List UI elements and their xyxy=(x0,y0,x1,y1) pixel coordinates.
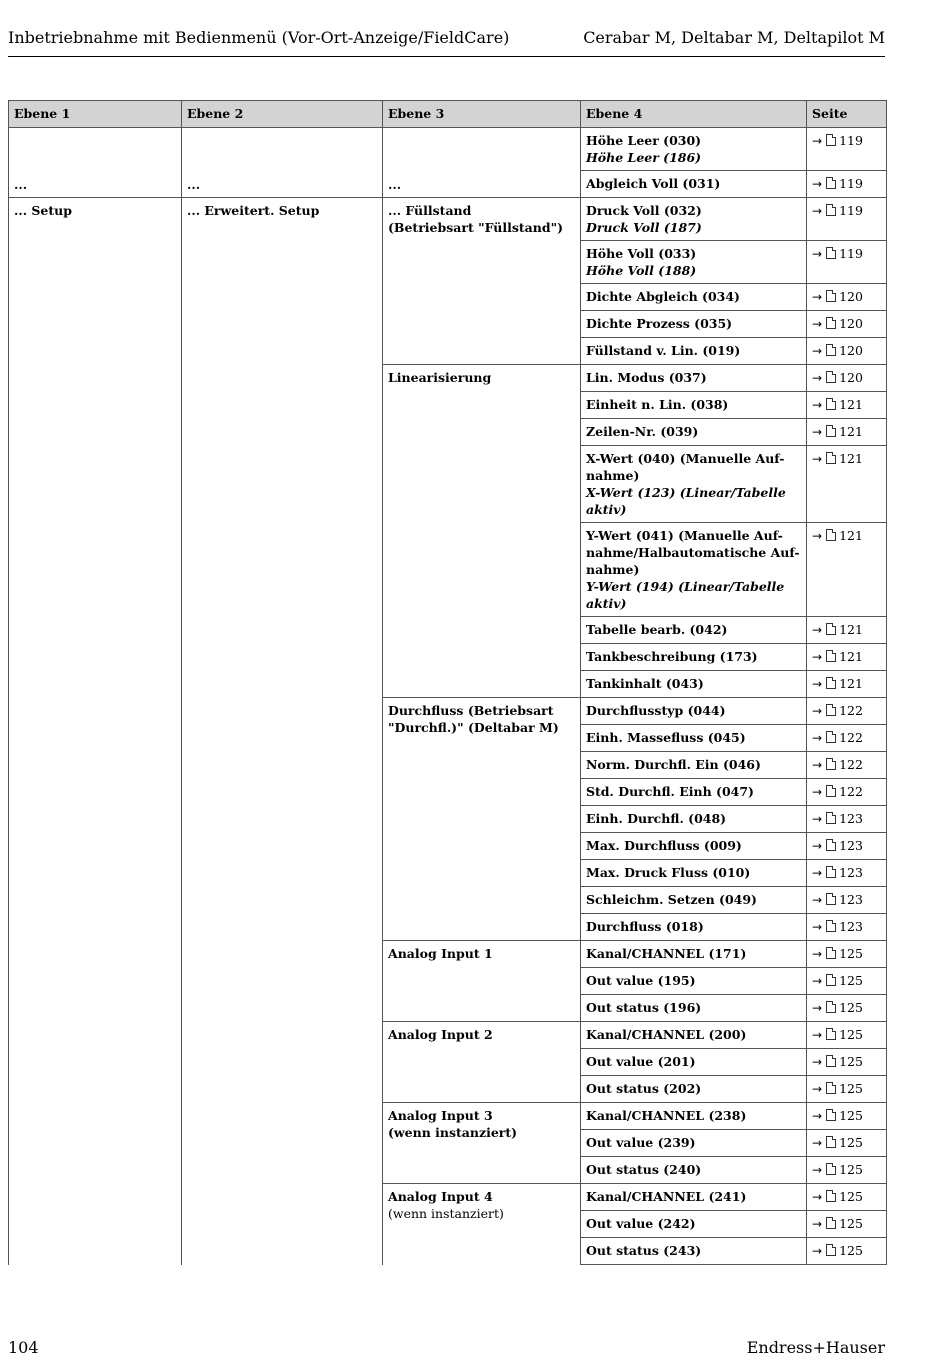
ebene-4-parameter xyxy=(581,968,807,995)
page-icon xyxy=(826,758,836,770)
page-reference xyxy=(807,128,887,171)
page-icon xyxy=(826,1055,836,1067)
ebene-4-parameter xyxy=(581,752,807,779)
page-reference-number[interactable]: 125 xyxy=(839,1027,863,1042)
page-reference xyxy=(807,1211,887,1238)
ebene-4-parameter xyxy=(581,1130,807,1157)
ebene-4-parameter xyxy=(581,128,807,171)
parameter-name: Durchfluss (018) xyxy=(586,919,704,934)
page-reference xyxy=(807,365,887,392)
ebene-4-parameter xyxy=(581,1184,807,1211)
arrow-icon: → xyxy=(812,344,823,358)
page-reference-number[interactable]: 123 xyxy=(839,919,863,934)
page-reference-number[interactable]: 121 xyxy=(839,649,863,664)
ebene-3-fuellstand xyxy=(383,198,581,365)
parameter-name: Out value (239) xyxy=(586,1135,696,1150)
parameter-name: X-Wert (040) (Manuelle Auf-nahme) xyxy=(586,451,785,483)
arrow-icon: → xyxy=(812,1028,823,1042)
page-reference xyxy=(807,725,887,752)
page-icon xyxy=(826,731,836,743)
arrow-icon: → xyxy=(812,452,823,466)
header-section-title: Inbetriebnahme mit Bedienmenü (Vor-Ort-Anzeige/FieldCare) xyxy=(8,28,510,47)
arrow-icon: → xyxy=(812,785,823,799)
page-icon xyxy=(826,1082,836,1094)
parameter-name: Tankbeschreibung (173) xyxy=(586,649,758,664)
parameter-alt-name: Y-Wert (194) (Linear/Tabelle aktiv) xyxy=(586,579,785,611)
parameter-name: Norm. Durchfl. Ein (046) xyxy=(586,757,761,772)
ebene-3-linearisierung: Linearisierung xyxy=(383,365,581,698)
page-icon xyxy=(826,134,836,146)
page-icon xyxy=(826,839,836,851)
page-icon xyxy=(826,247,836,259)
arrow-icon: → xyxy=(812,893,823,907)
page-icon xyxy=(826,947,836,959)
page-reference-number[interactable]: 122 xyxy=(839,757,863,772)
table-body xyxy=(9,128,887,1265)
ebene-3-analog-input-3 xyxy=(383,1103,581,1184)
page-header xyxy=(8,28,885,50)
page-reference xyxy=(807,284,887,311)
parameter-name: Dichte Prozess (035) xyxy=(586,316,733,331)
arrow-icon: → xyxy=(812,371,823,385)
ebene-4-parameter xyxy=(581,523,807,617)
parameter-name: Y-Wert (041) (Manuelle Auf-nahme/Halbautomatische Auf-nahme) xyxy=(586,528,800,577)
ebene-4-parameter xyxy=(581,1211,807,1238)
page-reference-number[interactable]: 125 xyxy=(839,1216,863,1231)
arrow-icon: → xyxy=(812,1082,823,1096)
parameter-alt-name: X-Wert (123) (Linear/Tabelle aktiv) xyxy=(586,485,786,517)
ebene-4-parameter xyxy=(581,1157,807,1184)
arrow-icon: → xyxy=(812,425,823,439)
parameter-name: Druck Voll (032) xyxy=(586,203,702,218)
page-icon xyxy=(826,704,836,716)
parameter-name: Out status (240) xyxy=(586,1162,702,1177)
parameter-name: Durchflusstyp (044) xyxy=(586,703,726,718)
parameter-name: Max. Druck Fluss (010) xyxy=(586,865,751,880)
page-reference-number[interactable]: 121 xyxy=(839,622,863,637)
page-reference-number[interactable]: 119 xyxy=(839,133,863,148)
page-icon xyxy=(826,1028,836,1040)
ebene-3-analog-input-4 xyxy=(383,1184,581,1265)
page-reference xyxy=(807,752,887,779)
parameter-alt-name: Höhe Voll (188) xyxy=(586,263,697,278)
page-reference-number[interactable]: 120 xyxy=(839,343,863,358)
arrow-icon: → xyxy=(812,1217,823,1231)
page-icon xyxy=(826,623,836,635)
page-icon xyxy=(826,785,836,797)
ebene-4-parameter xyxy=(581,241,807,284)
page-reference xyxy=(807,941,887,968)
page-reference xyxy=(807,1049,887,1076)
ebene-4-parameter xyxy=(581,446,807,523)
ebene-4-parameter xyxy=(581,860,807,887)
ebene-4-parameter xyxy=(581,644,807,671)
page-icon xyxy=(826,1217,836,1229)
parameter-name: Höhe Voll (033) xyxy=(586,246,697,261)
page-reference-number[interactable]: 119 xyxy=(839,246,863,261)
parameter-name: Einh. Massefluss (045) xyxy=(586,730,746,745)
arrow-icon: → xyxy=(812,974,823,988)
parameter-name: Out status (243) xyxy=(586,1243,702,1258)
page-reference xyxy=(807,968,887,995)
analog-input-4-label: Analog Input 4 xyxy=(388,1189,493,1204)
ebene-4-parameter xyxy=(581,284,807,311)
page-icon xyxy=(826,1001,836,1013)
page-icon xyxy=(826,1163,836,1175)
fuellstand-note: (Betriebsart "Füllstand") xyxy=(388,220,563,235)
ebene-4-parameter xyxy=(581,941,807,968)
page-reference xyxy=(807,241,887,284)
page-icon xyxy=(826,371,836,383)
arrow-icon: → xyxy=(812,1244,823,1258)
parameter-name: Zeilen-Nr. (039) xyxy=(586,424,699,439)
ebene-4-parameter xyxy=(581,365,807,392)
page-reference-number[interactable]: 125 xyxy=(839,1054,863,1069)
page-reference xyxy=(807,779,887,806)
page-reference-number[interactable]: 121 xyxy=(839,676,863,691)
arrow-icon: → xyxy=(812,623,823,637)
page-icon xyxy=(826,974,836,986)
page-reference-number[interactable]: 123 xyxy=(839,865,863,880)
page-reference xyxy=(807,1157,887,1184)
ebene-4-parameter xyxy=(581,171,807,198)
page-icon xyxy=(826,177,836,189)
page-icon xyxy=(826,529,836,541)
table-row xyxy=(9,128,887,171)
page-reference-number[interactable]: 122 xyxy=(839,784,863,799)
ebene-4-parameter xyxy=(581,1076,807,1103)
page-reference xyxy=(807,446,887,523)
ebene-4-parameter xyxy=(581,198,807,241)
arrow-icon: → xyxy=(812,947,823,961)
ebene-4-parameter xyxy=(581,806,807,833)
page-icon xyxy=(826,425,836,437)
page-reference-number[interactable]: 125 xyxy=(839,1189,863,1204)
arrow-icon: → xyxy=(812,398,823,412)
page-reference xyxy=(807,311,887,338)
page-reference-number[interactable]: 121 xyxy=(839,424,863,439)
page-reference xyxy=(807,1076,887,1103)
page-reference xyxy=(807,887,887,914)
page-icon xyxy=(826,866,836,878)
ebene-4-parameter xyxy=(581,833,807,860)
arrow-icon: → xyxy=(812,177,823,191)
page-reference xyxy=(807,523,887,617)
page-reference xyxy=(807,1130,887,1157)
column-header-ebene-2: Ebene 2 xyxy=(182,101,383,128)
page-number: 104 xyxy=(8,1338,39,1357)
ebene-2-erweitert-setup: ... Erweitert. Setup xyxy=(182,198,383,1265)
page-reference xyxy=(807,1238,887,1265)
arrow-icon: → xyxy=(812,134,823,148)
arrow-icon: → xyxy=(812,1109,823,1123)
page-icon xyxy=(826,893,836,905)
parameter-alt-name: Druck Voll (187) xyxy=(586,220,702,235)
page-reference-number[interactable]: 125 xyxy=(839,1000,863,1015)
analog-input-3-label: Analog Input 3 xyxy=(388,1108,493,1123)
arrow-icon: → xyxy=(812,1190,823,1204)
ebene-4-parameter xyxy=(581,995,807,1022)
parameter-name: Tankinhalt (043) xyxy=(586,676,704,691)
page-icon xyxy=(826,290,836,302)
page-reference-number[interactable]: 120 xyxy=(839,370,863,385)
parameter-name: Std. Durchfl. Einh (047) xyxy=(586,784,754,799)
page-reference-number[interactable]: 121 xyxy=(839,451,863,466)
page-reference-number[interactable]: 125 xyxy=(839,973,863,988)
parameter-name: Out status (196) xyxy=(586,1000,702,1015)
parameter-name: Einheit n. Lin. (038) xyxy=(586,397,729,412)
page-reference xyxy=(807,833,887,860)
ebene-4-parameter xyxy=(581,671,807,698)
arrow-icon: → xyxy=(812,650,823,664)
page-reference xyxy=(807,1022,887,1049)
page-icon xyxy=(826,1136,836,1148)
arrow-icon: → xyxy=(812,704,823,718)
arrow-icon: → xyxy=(812,247,823,261)
arrow-icon: → xyxy=(812,1055,823,1069)
ebene-4-parameter xyxy=(581,1103,807,1130)
page-icon xyxy=(826,1190,836,1202)
ebene-4-parameter xyxy=(581,1238,807,1265)
arrow-icon: → xyxy=(812,731,823,745)
menu-structure-table xyxy=(8,100,887,1265)
arrow-icon: → xyxy=(812,1001,823,1015)
ebene-4-parameter xyxy=(581,1022,807,1049)
page-reference-number[interactable]: 125 xyxy=(839,1081,863,1096)
page-reference xyxy=(807,617,887,644)
column-header-seite: Seite xyxy=(807,101,887,128)
page-reference-number[interactable]: 123 xyxy=(839,892,863,907)
page-reference xyxy=(807,392,887,419)
page-reference-number[interactable]: 121 xyxy=(839,528,863,543)
ebene-4-parameter xyxy=(581,419,807,446)
parameter-name: Füllstand v. Lin. (019) xyxy=(586,343,741,358)
page-reference-number[interactable]: 121 xyxy=(839,397,863,412)
page-icon xyxy=(826,344,836,356)
page-icon xyxy=(826,452,836,464)
parameter-name: Out value (242) xyxy=(586,1216,696,1231)
arrow-icon: → xyxy=(812,839,823,853)
page-icon xyxy=(826,920,836,932)
table-header-row xyxy=(9,101,887,128)
arrow-icon: → xyxy=(812,1136,823,1150)
parameter-name: Lin. Modus (037) xyxy=(586,370,707,385)
ebene-4-parameter xyxy=(581,617,807,644)
page-footer xyxy=(8,1338,885,1357)
ebene-4-parameter xyxy=(581,779,807,806)
page-icon xyxy=(826,398,836,410)
page-reference xyxy=(807,419,887,446)
parameter-name: Schleichm. Setzen (049) xyxy=(586,892,757,907)
page-reference-number[interactable]: 123 xyxy=(839,838,863,853)
parameter-name: Kanal/CHANNEL (200) xyxy=(586,1027,747,1042)
table-row xyxy=(9,198,887,241)
arrow-icon: → xyxy=(812,529,823,543)
page-reference xyxy=(807,338,887,365)
parameter-alt-name: Höhe Leer (186) xyxy=(586,150,702,165)
page-reference-number[interactable]: 125 xyxy=(839,1135,863,1150)
ebene-4-parameter xyxy=(581,392,807,419)
parameter-name: Out status (202) xyxy=(586,1081,702,1096)
arrow-icon: → xyxy=(812,1163,823,1177)
parameter-name: Kanal/CHANNEL (238) xyxy=(586,1108,747,1123)
parameter-name: Abgleich Voll (031) xyxy=(586,176,721,191)
page-reference-number[interactable]: 125 xyxy=(839,946,863,961)
page-icon xyxy=(826,677,836,689)
fuellstand-label: ... Füllstand xyxy=(388,203,472,218)
arrow-icon: → xyxy=(812,812,823,826)
page-reference-number[interactable]: 122 xyxy=(839,730,863,745)
page-reference xyxy=(807,860,887,887)
arrow-icon: → xyxy=(812,758,823,772)
parameter-name: Höhe Leer (030) xyxy=(586,133,702,148)
ebene-4-parameter xyxy=(581,914,807,941)
parameter-name: Max. Durchfluss (009) xyxy=(586,838,742,853)
page-reference-number[interactable]: 123 xyxy=(839,811,863,826)
ebene-3-analog-input-2: Analog Input 2 xyxy=(383,1022,581,1103)
page-icon xyxy=(826,650,836,662)
analog-input-4-note: (wenn instanziert) xyxy=(388,1206,504,1221)
page-reference xyxy=(807,671,887,698)
ebene-3-analog-input-1: Analog Input 1 xyxy=(383,941,581,1022)
page-icon xyxy=(826,204,836,216)
arrow-icon: → xyxy=(812,677,823,691)
arrow-icon: → xyxy=(812,866,823,880)
ebene-4-parameter xyxy=(581,725,807,752)
page-icon xyxy=(826,812,836,824)
parameter-name: Tabelle bearb. (042) xyxy=(586,622,728,637)
parameter-name: Kanal/CHANNEL (241) xyxy=(586,1189,747,1204)
page-reference xyxy=(807,995,887,1022)
arrow-icon: → xyxy=(812,317,823,331)
page-reference xyxy=(807,644,887,671)
page-reference xyxy=(807,806,887,833)
page-reference xyxy=(807,198,887,241)
ebene-4-parameter xyxy=(581,887,807,914)
page-reference xyxy=(807,914,887,941)
page-reference-number[interactable]: 125 xyxy=(839,1108,863,1123)
ebene-4-parameter xyxy=(581,311,807,338)
ebene-2-ellipsis: ... xyxy=(182,128,383,198)
ebene-4-parameter xyxy=(581,698,807,725)
ebene-3-ellipsis: ... xyxy=(383,128,581,198)
parameter-name: Out value (201) xyxy=(586,1054,696,1069)
arrow-icon: → xyxy=(812,290,823,304)
page-reference xyxy=(807,1103,887,1130)
ebene-3-durchfluss: Durchfluss (Betriebsart "Durchfl.)" (Deltabar M) xyxy=(383,698,581,941)
page-reference-number[interactable]: 120 xyxy=(839,289,863,304)
page-reference xyxy=(807,1184,887,1211)
page-reference-number[interactable]: 125 xyxy=(839,1162,863,1177)
ebene-4-parameter xyxy=(581,338,807,365)
page-reference-number[interactable]: 125 xyxy=(839,1243,863,1258)
page-icon xyxy=(826,317,836,329)
page-reference-number[interactable]: 122 xyxy=(839,703,863,718)
analog-input-3-note: (wenn instanziert) xyxy=(388,1125,518,1140)
ebene-1-ellipsis: ... xyxy=(9,128,182,198)
parameter-name: Einh. Durchfl. (048) xyxy=(586,811,727,826)
parameter-name: Dichte Abgleich (034) xyxy=(586,289,740,304)
parameter-name: Kanal/CHANNEL (171) xyxy=(586,946,747,961)
column-header-ebene-4: Ebene 4 xyxy=(581,101,807,128)
ebene-1-setup: ... Setup xyxy=(9,198,182,1265)
page-reference-number[interactable]: 120 xyxy=(839,316,863,331)
page-icon xyxy=(826,1244,836,1256)
ebene-4-parameter xyxy=(581,1049,807,1076)
page-icon xyxy=(826,1109,836,1121)
brand-name: Endress+Hauser xyxy=(746,1338,885,1357)
header-product-names: Cerabar M, Deltabar M, Deltapilot M xyxy=(583,28,885,47)
arrow-icon: → xyxy=(812,920,823,934)
page-reference-number[interactable]: 119 xyxy=(839,203,863,218)
parameter-name: Out value (195) xyxy=(586,973,696,988)
page-reference-number[interactable]: 119 xyxy=(839,176,863,191)
page-reference xyxy=(807,698,887,725)
page-reference xyxy=(807,171,887,198)
column-header-ebene-1: Ebene 1 xyxy=(9,101,182,128)
arrow-icon: → xyxy=(812,204,823,218)
column-header-ebene-3: Ebene 3 xyxy=(383,101,581,128)
header-divider xyxy=(8,56,885,57)
